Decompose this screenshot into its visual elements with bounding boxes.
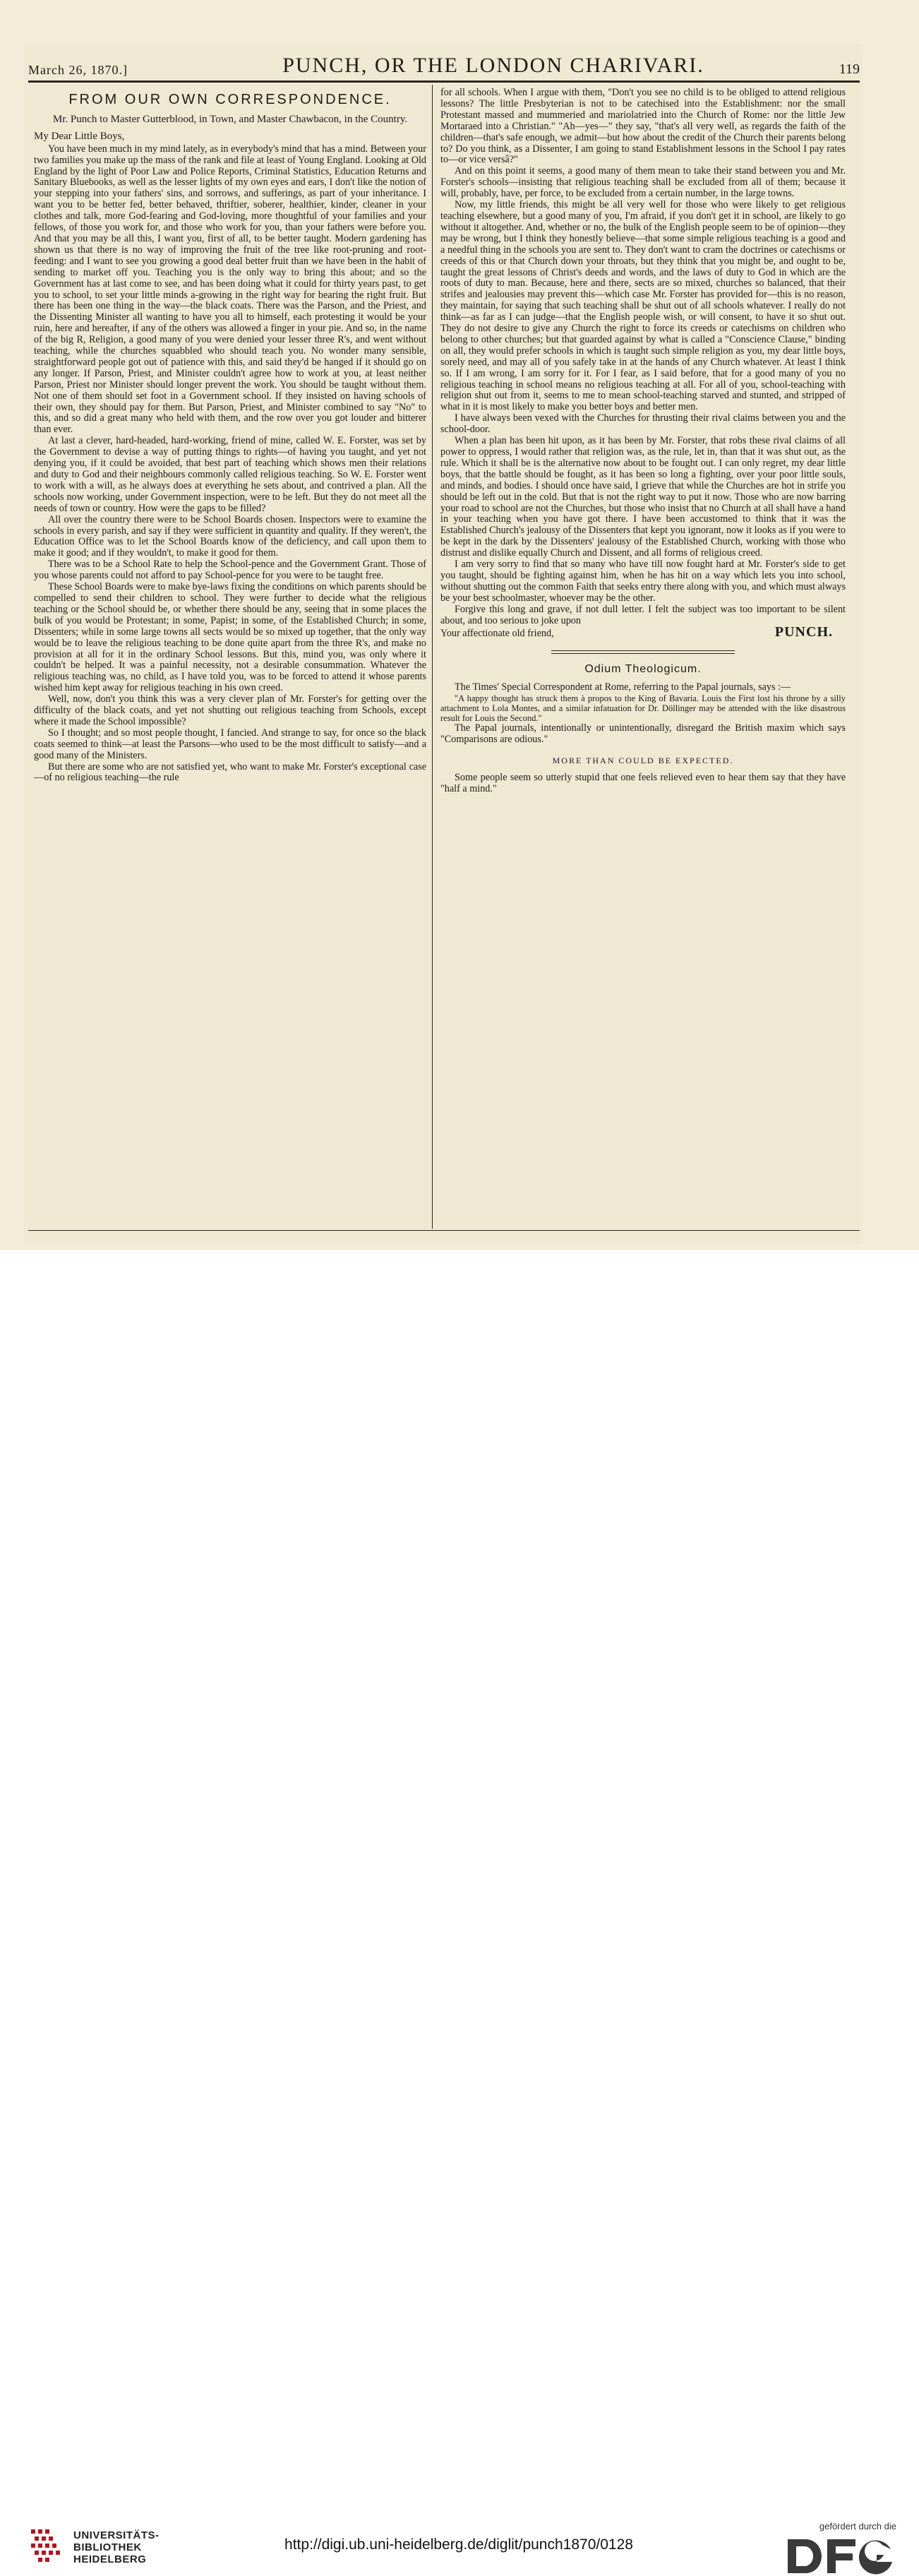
- paragraph: All over the country there were to be School Boards chosen. Inspectors were to examine the schools in every parish, and say if they were sufficient in quantity and quality. If they weren't, the Education Office was to let the School Boards know of the deficiency, and call upon them to make it good; and if they wouldn't, to make it good for them.: [34, 513, 426, 559]
- left-column: [34, 88, 426, 1230]
- paragraph: The Papal journals, intentionally or unintentionally, disregard the British maxim which says "Comparisons are odious.": [440, 722, 846, 746]
- paragraph: You have been much in my mind lately, as in everybody's mind that has a mind. Between your two families you make up the mass of the rank and file at least of Young England. Looking at Old England by the light of Poor Law and Police Reports, Criminal Statistics, Education Returns and Sanitary Bluebooks, as well as the lesser lights of my own eyes and ears, I don't like the notion of your stepping into your fathers' sins, and sorrows, and sufferings, as part of your inheritance. I want you to be better fed, better behaved, thriftier, soberer, healthier, kinder, cleaner in your clothes and talk, more God-fearing and God-loving, more thoughtful of your families and your fellows, of those you work for, and those who work for you, than your fathers were before you. And that you may be all this, I want you, first of all, to be better taught. Modern gardening has shown us that there is no way of improving the fruit of the tree like root-pruning and root-feeding: and I want to see you growing a good deal better fruit than we have been in the habit of sending to market off you. Teaching you is the only way to bring this about; and so the Government has at last come to see, and has been doing what it could for thirty years past, to get you to school, to set your little minds a-growing in the right way for bearing the right fruit. But there has been one thing in the way—the black coats. There was the Parson, and the Priest, and the Dissenting Minister all wanting to have you all to himself, each protesting it would be your ruin, here and hereafter, if any of the others was allowed a finger in your pie. And so, in the name of the big R, Religion, a good many of you were denied your lesser three R's, and went without teaching, while the churches squabbled who should teach you. No wonder many sensible, straightforward people got out of patience with this, and said they'd be hanged if it should go on any longer. If Parson, Priest, and Minister couldn't agree how to work at you, at least neither Parson, Priest nor Minister should longer prevent the work. You should be taught without them. Not one of them should set foot in a Government school. If they insisted on having schools of their own, they should pay for them. But Parson, Priest, and Minister combined to say "No" to this, and so did a great many who held with them, and the row over you got louder and bitterer than ever.: [34, 143, 426, 436]
- library-name: [73, 2529, 160, 2565]
- quotation: "A happy thought has struck them à propos to the King of Bavaria. Louis the First lost his throne by a silly attachment to Lola Montes, and a similar infatuation for Dr. Döllinger may be attended with the like disastrous result for Louis the Second.": [440, 693, 846, 724]
- paragraph: But there are some who are not satisfied yet, who want to make Mr. Forster's exceptional case—of no religious teaching—the rule: [34, 761, 426, 784]
- page-number: 119: [839, 61, 860, 77]
- paragraph: There was to be a School Rate to help the School-pence and the Government Grant. Those of you whose parents could not afford to pay School-pence for you were to be taught free.: [34, 559, 426, 582]
- footer-rule: [28, 1230, 860, 1231]
- dfg-logo-icon: [785, 2536, 896, 2576]
- paragraph: Forgive this long and grave, if not dull letter. I felt the subject was too important to be silent about, and too serious to joke upon: [440, 603, 846, 626]
- paragraph: And on this point it seems, a good many of them mean to take their stand between you and Mr. Forster's schools—insisting that religious teaching shall be excluded from all of them; because it will, probably, have, per force, to be excluded from a certain number, in the large towns.: [440, 165, 846, 200]
- library-line: HEIDELBERG: [73, 2553, 147, 2565]
- article-address: Mr. Punch to Master Gutterblood, in Town, and Master Chawbacon, in the Country.: [52, 113, 408, 125]
- paragraph: I am very sorry to find that so many who have till now fought hard at Mr. Forster's side to get you taught, should be fighting against him, when he has hit on a way which lets you into school, without shutting out the common Faith that seeks entry there along with you, and which must always be your best schoolmaster, whoever may be the other.: [440, 559, 846, 604]
- library-line: UNIVERSITÄTS-: [73, 2529, 160, 2541]
- letter-closing: [440, 624, 846, 640]
- page-header: [28, 49, 860, 82]
- paragraph: So I thought; and so most people thought, I fancied. And strange to say, for once so the black coats seemed to think—at least the Parsons—who used to be the most difficult to satisfy—and a good many of the Ministers.: [34, 727, 426, 761]
- closing-text: Your affectionate old friend,: [440, 627, 554, 639]
- signature: PUNCH.: [774, 624, 833, 640]
- masthead-title: PUNCH, OR THE LONDON CHARIVARI.: [282, 54, 704, 77]
- paragraph: At last a clever, hard-headed, hard-working, friend of mine, called W. E. Forster, was set by the Government to devise a way of putting things to rights—of having you taught, and yet not denying you, if it could be avoided, that best part of teaching which shows men their relations and duty to God and their neighbours commonly called religious teaching. So W. E. Forster went to work with a will, as he always does at everything he sets about, and contrived a plan. All the schools now working, under Government inspection, were to be left. But they do not meet all the needs of town or country. How were the gaps to be filled?: [34, 435, 426, 514]
- university-seal-icon: [28, 2527, 65, 2563]
- article-title: FROM OUR OWN CORRESPONDENCE.: [68, 92, 392, 107]
- paragraph: These School Boards were to make bye-laws fixing the conditions on which parents should be compelled to send their children to school. They were further to decide what the religious teaching or the School should be, or whether there should be any, seeing that in some places the bulk of you would be Protestant; in some, Papist; in some, of the Established Church; in some, Dissenters; while in some large towns all sects would be so mixed up together, that the only way would be to leave the religious teaching to be done quite apart from the three R's, and make no provision at all for it in the ordinary School lessons. But this, mind you, was only where it couldn't be helped. It was a painful necessity, not a desirable consummation. Whatever the religious teaching was, no child, as I have told you, was to be forced to attend it whose parents wished him kept away for religious teaching in his own creed.: [34, 581, 426, 694]
- article-title: Odium Theologicum.: [584, 663, 702, 676]
- paragraph: Now, my little friends, this might be all very well for those who were likely to get religious teaching elsewhere, but a good many of you, I'm afraid, if you don't get it in school, are likely to go without it altogether. And, whether or no, the bulk of the English people seem to be of opinion—they may be wrong, but I think they honestly believe—that some simple religious teaching is a good and a needful thing in the schools you are sent to. They don't want to cram the doctrines or catechisms or creeds of this or that Church down your throats, but they think that you might be, and ought to be, taught the great lessons of Christ's deeds and words, and the laws of duty to God in which are the roots of duty to man. Because, here and there, sects are so mixed, churches so balanced, that their strifes and jealousies may prevent this—which case Mr. Forster has provided for—this is no reason, they maintain, for saying that such teaching shall be shut out of all schools whatever. I really do not think—as far as I can judge—that the English people wish, or will consent, to have it so shut out. They do not desire to give any Church the right to force its creeds or catechisms on children who belong to other churches; but that guarded against by what is called a "Conscience Clause," binding on all, they would prefer schools in which is taught such simple religion as you, my dear little boys, sorely need, and may all of you safely take in at the hands of any Church whatever. At least I think so. If I am wrong, I am sorry for it. For I fear, as I said before, that for a good many of you no religious teaching in school means no religious teaching at all. For all of you, school-teaching with religion shut out from it, seems to me to mean school-teaching starved and stunted, and stripped of what in it is most likely to make you better boys and better men.: [440, 199, 846, 413]
- paragraph: Well, now, don't you think this was a very clever plan of Mr. Forster's for getting over the difficulty of the black coats, and yet not shutting out religious teaching from Schools, except where it made the School impossible?: [34, 693, 426, 727]
- paragraph: When a plan has been hit upon, as it has been by Mr. Forster, that robs these rival claims of all power to oppress, I would rather that religion was, as the rule, let in, than that it was shut out, as the rule. Which it shall be is the alternative now about to be fought out. I can only regret, my dear little boys, that the battle should be fought, as it has been so long a fighting, over your poor little souls, and minds, and bodies. I should once have said, I grieve that while the Churches are hot in strife you should be left out in the cold. But that is not the right way to put it now. Those who are now barring your road to school are not the Churches, but those who insist that no Church at all shall have a hand in your teaching when you have got there. I have been accustomed to think that it was the Established Church's jealousy of the Dissenters that kept you ignorant, now it looks as if you were to be kept in the dark by the Dissenters' jealousy of the Established Church, working with those who distrust and dislike equally Church and Dissent, and all forms of religious creed.: [440, 435, 846, 559]
- paragraph: for all schools. When I argue with them, "Don't you see no child is to be obliged to attend religious lessons? The little Presbyterian is not to be catechised into the Establishment: nor the small Protestant massed and mummeried and mariolatried into the Church of Rome: nor the little Jew Mortaraed into a Christian." "Ah—yes—" they say, "that's all very well, as regards the faith of the children—that's safe enough, we admit—but how about the credit of the Church their parents belong to? Do you think, as a Dissenter, I am going to stand Establishment lessons in the School I pay rates to—or vice versâ?": [440, 88, 846, 166]
- source-url-link[interactable]: http://digi.ub.uni-heidelberg.de/diglit/punch1870/0128: [284, 2536, 633, 2553]
- article-title: MORE THAN COULD BE EXPECTED.: [552, 756, 734, 766]
- paragraph: The Times' Special Correspondent at Rome, referring to the Papal journals, says :—: [455, 681, 791, 693]
- salutation: My Dear Little Boys,: [34, 130, 125, 142]
- paragraph: Some people seem so utterly stupid that one feels relieved even to hear them say that they have "half a mind.": [440, 771, 846, 794]
- issue-date: March 26, 1870.]: [28, 63, 128, 77]
- digitization-footer: [0, 1250, 919, 2565]
- right-column: [440, 88, 846, 1230]
- library-line: BIBLIOTHEK: [73, 2541, 142, 2553]
- header-rule: [28, 82, 860, 83]
- funder-caption: gefördert durch die: [819, 2521, 896, 2532]
- paragraph: I have always been vexed with the Churches for thrusting their rival claims between you and the school-door.: [440, 412, 846, 436]
- section-separator: [551, 650, 735, 654]
- column-divider: [432, 85, 433, 1229]
